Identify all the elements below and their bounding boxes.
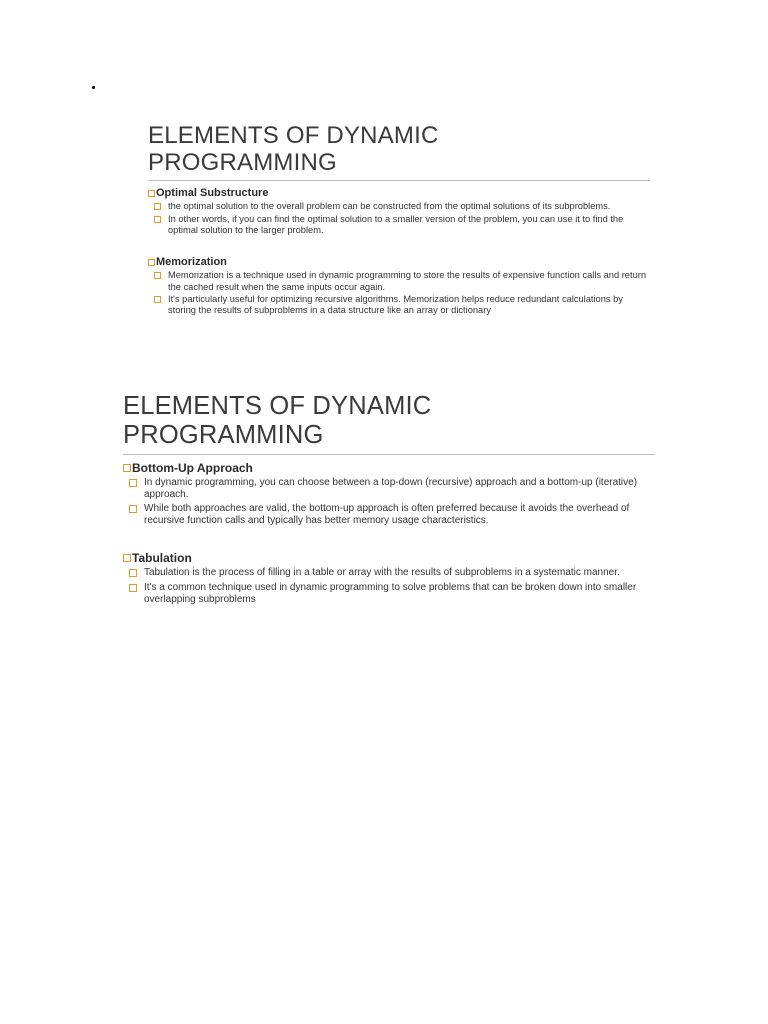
square-bullet-icon — [154, 203, 161, 210]
square-bullet-icon — [129, 505, 137, 513]
bullet-list — [148, 201, 650, 236]
square-bullet-icon — [154, 272, 161, 279]
list-item — [154, 270, 650, 293]
square-bullet-icon — [154, 296, 161, 303]
list-item — [129, 567, 655, 579]
slide-title-line-2: PROGRAMMING — [148, 149, 337, 177]
square-bullet-icon — [129, 584, 137, 592]
section-memorization — [148, 256, 650, 316]
list-item-text: It's particularly useful for optimizing recursive algorithms. Memorization helps reduce redundant calculations by storing the results of subproblems in a data structure like an array or dictionary — [168, 293, 623, 316]
section-heading-text: Optimal Substructure — [156, 187, 269, 200]
slide-image-1 — [148, 122, 650, 317]
square-bullet-icon — [129, 479, 137, 487]
square-bullet-icon — [148, 190, 155, 197]
square-bullet-icon — [148, 259, 155, 266]
list-item — [154, 201, 650, 212]
section-heading-text: Memorization — [156, 256, 227, 269]
square-bullet-icon — [123, 464, 131, 472]
section-heading-text: Bottom-Up Approach — [132, 460, 253, 475]
list-item-text: In other words, if you can find the optimal solution to a smaller version of the problem, you can use it to find the optimal solution to the larger problem. — [168, 213, 624, 235]
section-heading — [123, 551, 655, 565]
section-bottom-up-approach — [123, 461, 655, 528]
square-bullet-icon — [129, 569, 137, 577]
title-divider — [123, 454, 655, 455]
list-item-text: Memorization is a technique used in dynamic programming to store the results of expensive function calls and return the cached result when the same inputs occur again. — [168, 270, 646, 292]
list-item-text: It's a common technique used in dynamic programming to solve problems that can be broken down into smaller overlapping subproblems — [144, 581, 637, 605]
bullet-list — [123, 477, 655, 528]
list-item-text: In dynamic programming, you can choose between a top-down (recursive) approach and a bottom-up (iterative) approach. — [144, 476, 638, 500]
list-item-text: While both approaches are valid, the bottom-up approach is often preferred because it avoids the overhead of recursive function calls and typically has better memory usage characteristics. — [144, 503, 630, 527]
slide-image-2 — [123, 392, 655, 606]
section-heading — [148, 256, 650, 268]
section-tabulation — [123, 551, 655, 606]
list-item — [154, 294, 650, 317]
list-item-text: Tabulation is the process of filling in a table or array with the results of subproblems in a systematic manner. — [144, 567, 620, 579]
slide-title-line-1: ELEMENTS OF DYNAMIC — [123, 392, 432, 420]
slide-title-line-2: PROGRAMMING — [123, 420, 324, 449]
list-item — [129, 582, 655, 606]
slide-title-line-1: ELEMENTS OF DYNAMIC — [148, 122, 439, 149]
list-item-text: the optimal solution to the overall problem can be constructed from the optimal solutions of its subproblems. — [168, 201, 611, 212]
section-heading-text: Tabulation — [132, 551, 192, 566]
slide-title — [148, 122, 650, 176]
section-heading — [123, 461, 655, 475]
list-item — [154, 214, 650, 237]
section-heading — [148, 187, 650, 199]
bullet-list — [123, 567, 655, 606]
slide-title — [123, 392, 655, 450]
title-divider — [148, 180, 650, 181]
square-bullet-icon — [123, 554, 131, 562]
section-optimal-substructure — [148, 187, 650, 236]
bullet-list — [148, 270, 650, 316]
list-item — [129, 503, 655, 527]
square-bullet-icon — [154, 216, 161, 223]
list-item — [129, 477, 655, 501]
page-dot-marker — [92, 86, 95, 89]
